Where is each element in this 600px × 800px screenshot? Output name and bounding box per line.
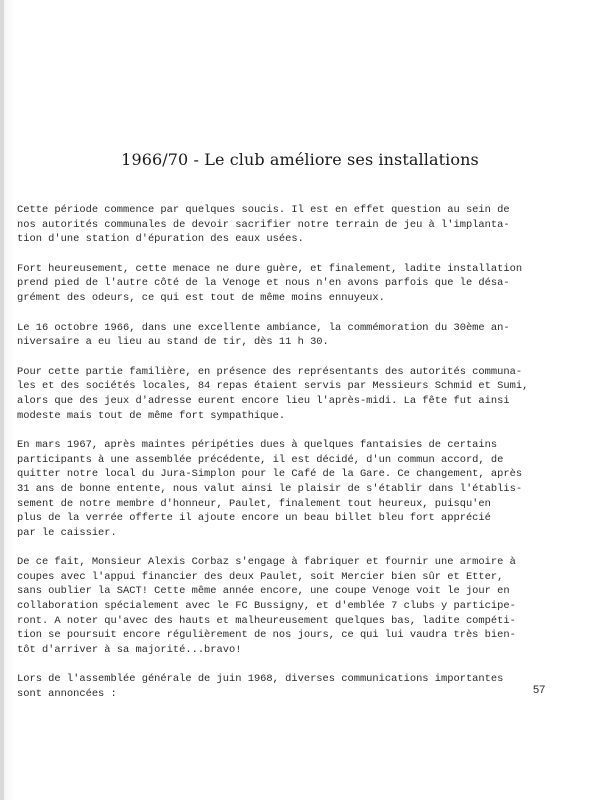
text-line: nos autorités communales de devoir sacrifier notre terrain de jeu à l'implanta- bbox=[17, 218, 510, 231]
paragraph bbox=[17, 321, 539, 350]
text-line: par le caissier. bbox=[17, 526, 117, 539]
text-line: Le 16 octobre 1966, dans une excellente ambiance, la commémoration du 30ème an- bbox=[17, 321, 510, 334]
text-line: grément des odeurs, ce qui est tout de même moins ennuyeux. bbox=[17, 291, 385, 304]
text-line: tôt d'arriver à sa majorité...bravo! bbox=[17, 643, 242, 656]
paragraph bbox=[17, 672, 539, 701]
text-line: Pour cette partie familière, en présence des représentants des autorités communa- bbox=[17, 365, 523, 378]
text-line: 31 ans de bonne entente, nous valut ainsi le plaisir de s'établir dans l'établis- bbox=[17, 482, 523, 495]
text-line: alors que des jeux d'adresse eurent encore lieu l'après-midi. La fête fut ainsi bbox=[17, 394, 510, 407]
text-line: coupes avec l'appui financier des deux Paulet, soit Mercier bien sûr et Etter, bbox=[17, 570, 504, 583]
text-line: les et des sociétés locales, 84 repas étaient servis par Messieurs Schmid et Sumi, bbox=[17, 380, 529, 393]
text-line: sement de notre membre d'honneur, Paulet, finalement tout heureux, puisqu'en bbox=[17, 497, 491, 510]
text-line: prend pied de l'autre côté de la Venoge et nous n'en avons parfois que le désa- bbox=[17, 277, 510, 290]
text-line: Lors de l'assemblée générale de juin 1968, diverses communications importantes bbox=[17, 673, 504, 686]
page-scan-edge bbox=[0, 0, 4, 800]
text-line: participants à une assemblée précédente, il est décidé, d'un commun accord, de bbox=[17, 453, 504, 466]
text-line: niversaire a eu lieu au stand de tir, dès 11 h 30. bbox=[17, 336, 329, 349]
text-line: collaboration spécialement avec le FC Bussigny, et d'emblée 7 clubs y participe- bbox=[17, 600, 516, 613]
page-title: 1966/70 - Le club améliore ses installations bbox=[121, 150, 479, 169]
text-line: En mars 1967, après maintes péripéties dues à quelques fantaisies de certains bbox=[17, 439, 498, 452]
text-line: sans oublier la SACT! Cette même année encore, une coupe Venoge voit le jour en bbox=[17, 585, 510, 598]
text-line: sont annoncées : bbox=[17, 688, 117, 701]
page-number: 57 bbox=[533, 684, 546, 696]
paragraph bbox=[17, 262, 539, 306]
paragraph bbox=[17, 365, 539, 423]
text-line: De ce fait, Monsieur Alexis Corbaz s'engage à fabriquer et fournir une armoire à bbox=[17, 556, 516, 569]
paragraph bbox=[17, 203, 539, 247]
text-line: modeste mais tout de même fort sympathique. bbox=[17, 409, 286, 422]
paragraph bbox=[17, 555, 539, 657]
text-line: ront. A noter qu'avec des hauts et malheureusement quelques bas, ladite compéti- bbox=[17, 614, 516, 627]
text-line: tion d'une station d'épuration des eaux usées. bbox=[17, 233, 304, 246]
text-line: Fort heureusement, cette menace ne dure guère, et finalement, ladite installation bbox=[17, 262, 523, 275]
text-line: tion se poursuit encore régulièrement de nos jours, ce qui lui vaudra très bien- bbox=[17, 629, 516, 642]
paragraph bbox=[17, 438, 539, 540]
text-line: Cette période commence par quelques soucis. Il est en effet question au sein de bbox=[17, 204, 510, 216]
document-body bbox=[17, 203, 539, 717]
text-line: plus de la verrée offerte il ajoute encore un beau billet bleu fort apprécié bbox=[17, 512, 491, 525]
text-line: quitter notre local du Jura-Simplon pour le Café de la Gare. Ce changement, après bbox=[17, 468, 523, 481]
